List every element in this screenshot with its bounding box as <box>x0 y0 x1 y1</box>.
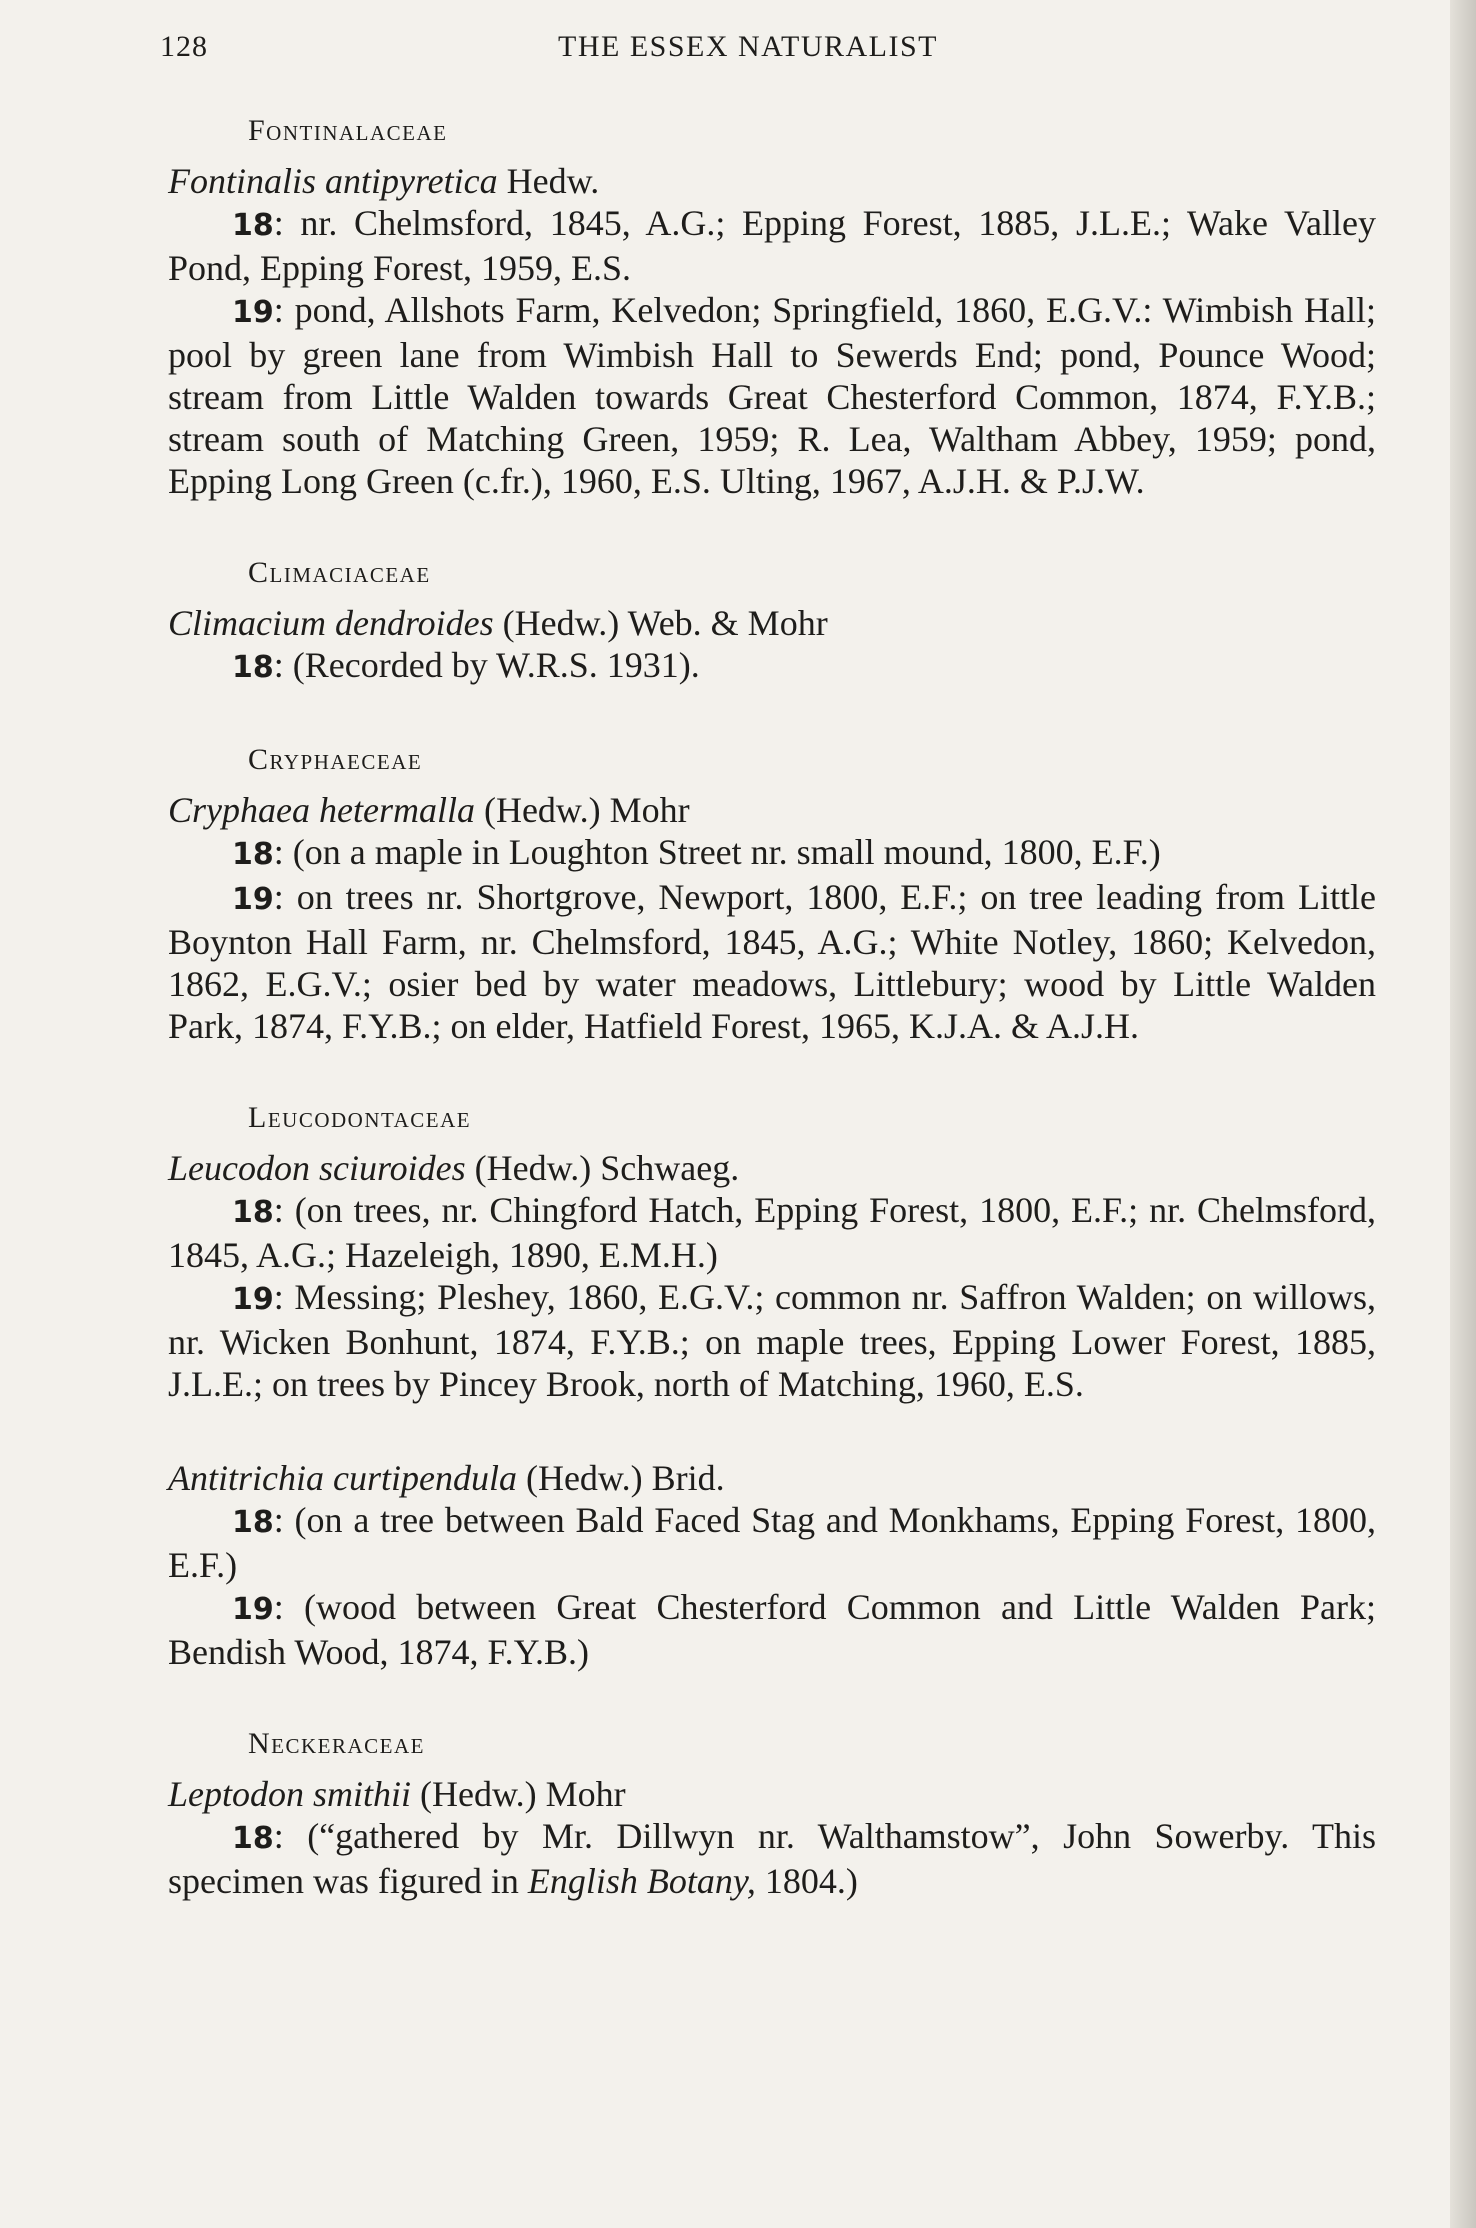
record-vc19: 19: (wood between Great Chesterford Common and Little Walden Park; Bendish Wood, 1874, F.Y.B.) <box>168 1587 1376 1672</box>
family-heading: Leucodontaceae <box>248 1101 472 1134</box>
family-heading: Fontinalaceae <box>248 114 448 147</box>
article-body <box>168 110 1376 1902</box>
species-name: Leptodon smithii <box>168 1774 412 1814</box>
species-authority: (Hedw.) Schwaeg. <box>465 1148 740 1188</box>
record-vc18: 18: (on trees, nr. Chingford Hatch, Epping Forest, 1800, E.F.; nr. Chelmsford, 1845, A.G.; Hazeleigh, 1890, E.M.H.) <box>168 1190 1376 1275</box>
record-text: (on trees, nr. Chingford Hatch, Epping Forest, 1800, E.F.; nr. Chelmsford, 1845, A.G.; Hazeleigh, 1890, E.M.H.) <box>168 1190 1376 1275</box>
record-vc18: 18: (“gathered by Mr. Dillwyn nr. Walthamstow”, John Sowerby. This specimen was figured in English Botany, 1804.) <box>168 1816 1376 1901</box>
species-name: Antitrichia curtipendula <box>168 1458 517 1498</box>
vice-county-number: 18 <box>232 1505 274 1540</box>
vice-county-number: 19 <box>232 295 274 330</box>
record-vc18: 18: (Recorded by W.R.S. 1931). <box>232 645 700 685</box>
running-title: THE ESSEX NATURALIST <box>558 30 938 63</box>
species-entry <box>168 1147 1376 1189</box>
record-text: (on a tree between Bald Faced Stag and Monkhams, Epping Forest, 1800, E.F.) <box>168 1500 1376 1585</box>
page-number: 128 <box>160 30 208 63</box>
record-text: (Recorded by W.R.S. 1931). <box>292 645 700 685</box>
record-text: nr. Chelmsford, 1845, A.G.; Epping Forest, 1885, J.L.E.; Wake Valley Pond, Epping Forest, 1959, E.S. <box>168 203 1376 288</box>
species-authority: Hedw. <box>497 161 600 201</box>
family-heading: Climaciaceae <box>248 556 431 589</box>
page-edge-shadow <box>1450 0 1476 2228</box>
vice-county-number: 18 <box>232 1195 274 1230</box>
species-authority: (Hedw.) Mohr <box>411 1774 626 1814</box>
species-authority: (Hedw.) Brid. <box>516 1458 725 1498</box>
record-vc19: 19: Messing; Pleshey, 1860, E.G.V.; common nr. Saffron Walden; on willows, nr. Wicken Bonhunt, 1874, F.Y.B.; on maple trees, Epping Lower Forest, 1885, J.L.E.; on trees by Pincey Brook, north of Matching, 1960, E.S. <box>168 1277 1376 1404</box>
species-entry <box>168 1457 1376 1499</box>
species-entry <box>168 160 1376 202</box>
running-header <box>0 30 1476 70</box>
vice-county-number: 18 <box>232 1821 274 1856</box>
species-entry <box>168 1773 1376 1815</box>
species-name: Cryphaea hetermalla <box>168 790 475 830</box>
record-vc19: 19: on trees nr. Shortgrove, Newport, 1800, E.F.; on tree leading from Little Boynton Hall Farm, nr. Chelmsford, 1845, A.G.; White Notley, 1860; Kelvedon, 1862, E.G.V.; osier bed by water meadows, Littlebury; wood by Little Walden Park, 1874, F.Y.B.; on elder, Hatfield Forest, 1965, K.J.A. & A.J.H. <box>168 877 1376 1046</box>
vice-county-number: 19 <box>232 1282 274 1317</box>
record-vc19: 19: pond, Allshots Farm, Kelvedon; Springfield, 1860, E.G.V.: Wimbish Hall; pool by green lane from Wimbish Hall to Sewerds End; pond, Pounce Wood; stream from Little Walden towards Great Chesterford Common, 1874, F.Y.B.; stream south of Matching Green, 1959; R. Lea, Waltham Abbey, 1959; pond, Epping Long Green (c.fr.), 1960, E.S. Ulting, 1967, A.J.H. & P.J.W. <box>168 290 1376 501</box>
species-name: Leucodon sciuroides <box>168 1148 466 1188</box>
species-name: Fontinalis antipyretica <box>168 161 498 201</box>
record-text: on trees nr. Shortgrove, Newport, 1800, E.F.; on tree leading from Little Boynton Hall Farm, nr. Chelmsford, 1845, A.G.; White Notley, 1860; Kelvedon, 1862, E.G.V.; osier bed by water meadows, Littlebury; wood by Little Walden Park, 1874, F.Y.B.; on elder, Hatfield Forest, 1965, K.J.A. & A.J.H. <box>168 877 1376 1046</box>
record-text: Messing; Pleshey, 1860, E.G.V.; common nr. Saffron Walden; on willows, nr. Wicken Bonhunt, 1874, F.Y.B.; on maple trees, Epping Lower Forest, 1885, J.L.E.; on trees by Pincey Brook, north of Matching, 1960, E.S. <box>168 1277 1376 1404</box>
record-text: (on a maple in Loughton Street nr. small mound, 1800, E.F.) <box>292 832 1161 872</box>
vice-county-number: 18 <box>232 837 274 872</box>
family-heading: Cryphaeceae <box>248 743 423 776</box>
vice-county-number: 18 <box>232 650 274 685</box>
family-heading: Neckeraceae <box>248 1727 425 1760</box>
vice-county-number: 19 <box>232 882 274 917</box>
record-text-tail: 1804.) <box>755 1861 858 1901</box>
species-entry <box>168 602 1376 644</box>
vice-county-number: 18 <box>232 208 274 243</box>
record-text: (wood between Great Chesterford Common and Little Walden Park; Bendish Wood, 1874, F.Y.B.) <box>168 1587 1376 1672</box>
record-text: (“gathered by Mr. Dillwyn nr. Walthamstow”, John Sowerby. This specimen was figured in <box>168 1816 1376 1901</box>
record-text: pond, Allshots Farm, Kelvedon; Springfield, 1860, E.G.V.: Wimbish Hall; pool by green lane from Wimbish Hall to Sewerds End; pond, Pounce Wood; stream from Little Walden towards Great Chesterford Common, 1874, F.Y.B.; stream south of Matching Green, 1959; R. Lea, Waltham Abbey, 1959; pond, Epping Long Green (c.fr.), 1960, E.S. Ulting, 1967, A.J.H. & P.J.W. <box>168 290 1376 501</box>
cited-work-title: English Botany, <box>527 1861 756 1901</box>
record-vc18: 18: nr. Chelmsford, 1845, A.G.; Epping Forest, 1885, J.L.E.; Wake Valley Pond, Epping Forest, 1959, E.S. <box>168 203 1376 288</box>
record-vc18: 18: (on a tree between Bald Faced Stag and Monkhams, Epping Forest, 1800, E.F.) <box>168 1500 1376 1585</box>
species-authority: (Hedw.) Mohr <box>474 790 690 830</box>
vice-county-number: 19 <box>232 1592 274 1627</box>
species-authority: (Hedw.) Web. & Mohr <box>493 603 828 643</box>
species-name: Climacium dendroides <box>168 603 494 643</box>
record-vc18: 18: (on a maple in Loughton Street nr. small mound, 1800, E.F.) <box>232 832 1161 872</box>
species-entry <box>168 789 1376 831</box>
